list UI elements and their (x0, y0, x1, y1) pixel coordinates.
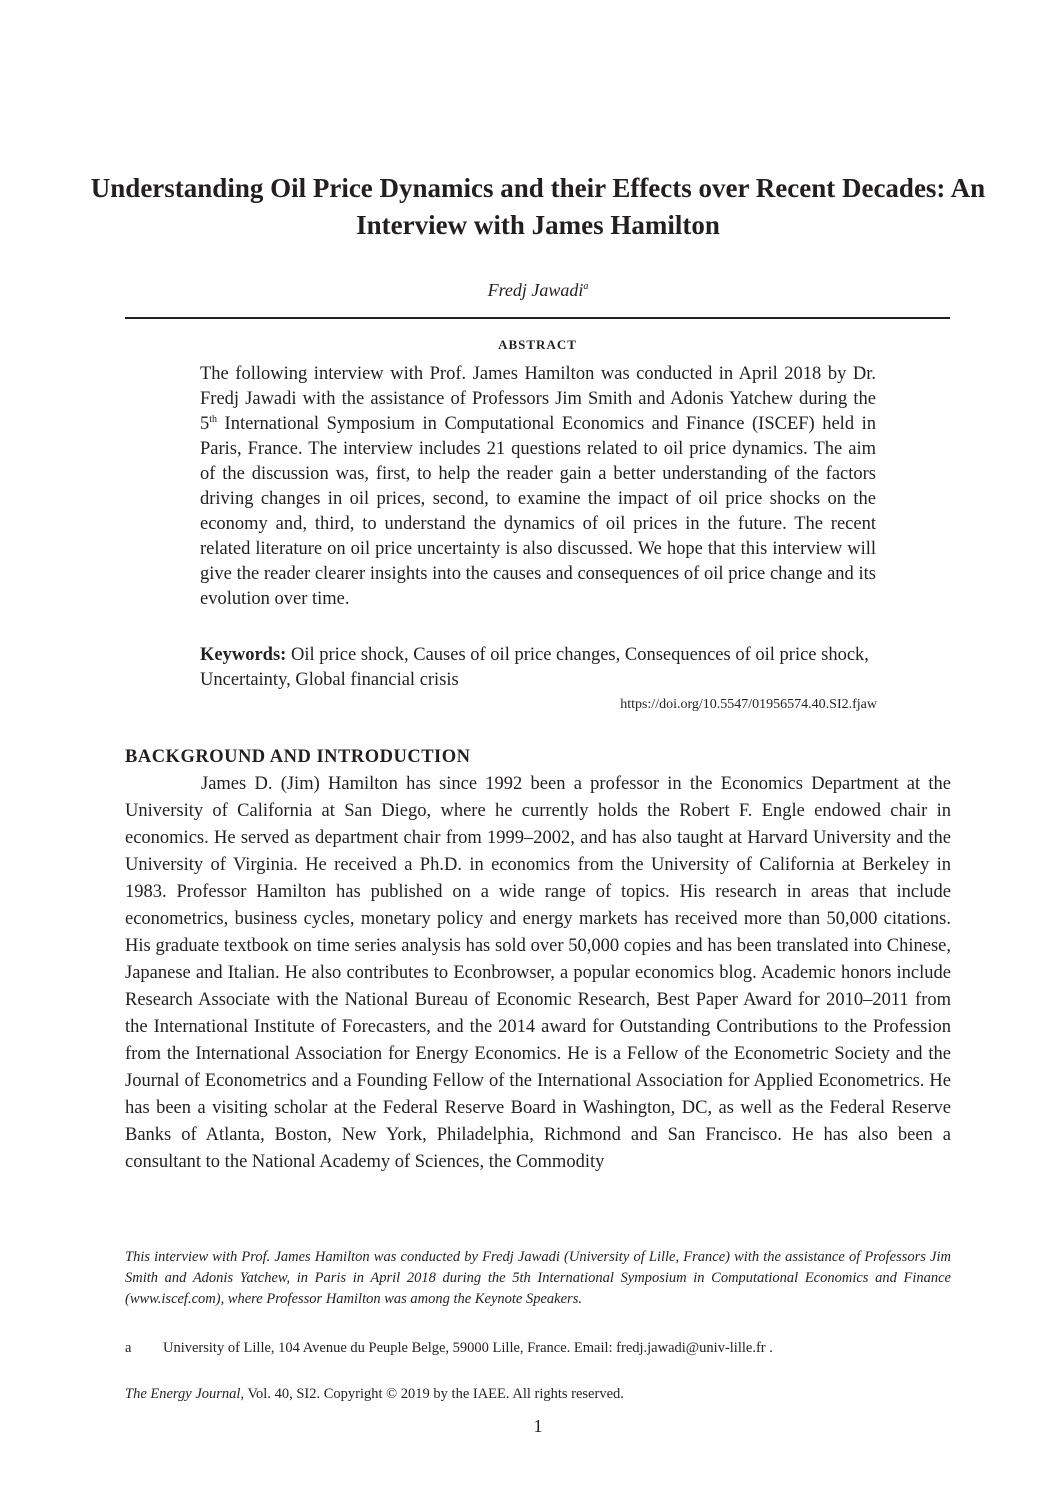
doi-link[interactable]: https://doi.org/10.5547/01956574.40.SI2.fjaw (620, 697, 877, 712)
paper-title: Understanding Oil Price Dynamics and their Effects over Recent Decades: An Interview with James Hamilton (90, 173, 986, 240)
affiliation-footnote (125, 1340, 773, 1357)
author-affiliation-mark: a (583, 281, 589, 292)
author-name: Fredj Jawadi (487, 280, 584, 300)
keywords-label: Keywords: (200, 645, 287, 665)
abstract-heading: ABSTRACT (498, 337, 577, 352)
affiliation-footnote-text: University of Lille, 104 Avenue du Peuple Belge, 59000 Lille, France. Email: fredj.jawadi@univ-lille.fr . (163, 1340, 773, 1356)
journal-citation (125, 1386, 624, 1403)
journal-copyright: , Vol. 40, SI2. Copyright © 2019 by the IAEE. All rights reserved. (240, 1386, 624, 1402)
interview-footnote: This interview with Prof. James Hamilton was conducted by Fredj Jawadi (University of Lille, France) with the assistance of Professors Jim Smith and Adonis Yatchew, in Paris in April 2018 during the 5th International Symposium in Computational Economics and Finance (www.iscef.com), where Professor Hamilton was among the Keynote Speakers. (125, 1249, 951, 1307)
keywords-list: Oil price shock, Causes of oil price changes, Consequences of oil price shock, Uncertainty, Global financial crisis (200, 645, 869, 690)
author-line (0, 280, 1051, 301)
section-heading: BACKGROUND AND INTRODUCTION (125, 747, 471, 767)
abstract-ordinal-suffix: th (209, 413, 218, 425)
body-paragraph: James D. (Jim) Hamilton has since 1992 been a professor in the Economics Department at the University of California at San Diego, where he currently holds the Robert F. Engle endowed chair in economics. He served as department chair from 1999–2002, and has also taught at Harvard University and the University of Virginia. He received a Ph.D. in economics from the University of California at Berkeley in 1983. Professor Hamilton has published on a wide range of topics. His research in areas that include econometrics, business cycles, monetary policy and energy markets has received more than 50,000 citations. His graduate textbook on time series analysis has sold over 50,000 copies and has been translated into Chinese, Japanese and Italian. He also contributes to Econbrowser, a popular economics blog. Academic honors include Research Associate with the National Bureau of Economic Research, Best Paper Award for 2010–2011 from the International Institute of Forecasters, and the 2014 award for Outstanding Contributions to the Profession from the International Association for Energy Economics. He is a Fellow of the Econometric Society and the Journal of Econometrics and a Founding Fellow of the International Association for Applied Econometrics. He has been a visiting scholar at the Federal Reserve Board in Washington, DC, as well as the Federal Reserve Banks of Atlanta, Boston, New York, Philadelphia, Richmond and San Francisco. He has also been a consultant to the National Academy of Sciences, the Commodity (125, 774, 951, 1172)
abstract-text-part-1: The following interview with Prof. James Hamilton was conducted in April 2018 by Dr. Fredj Jawadi with the assistance of Professors Jim Smith and Adonis Yatchew during the 5 (200, 364, 876, 434)
affiliation-footnote-marker: a (125, 1340, 132, 1356)
page-number: 1 (533, 1416, 543, 1436)
keywords (200, 643, 876, 693)
abstract-text-part-2: International Symposium in Computational Economics and Finance (ISCEF) held in Paris, France. The interview includes 21 questions related to oil price dynamics. The aim of the discussion was, first, to help the reader gain a better understanding of the factors driving changes in oil prices, second, to examine the impact of oil price shocks on the economy and, third, to understand the dynamics of oil prices in the future. The recent related literature on oil price uncertainty is also discussed. We hope that this interview will give the reader clearer insights into the causes and consequences of oil price change and its evolution over time. (200, 414, 876, 609)
abstract-text (200, 362, 876, 612)
title-divider (125, 317, 950, 319)
journal-name: The Energy Journal (125, 1386, 241, 1402)
